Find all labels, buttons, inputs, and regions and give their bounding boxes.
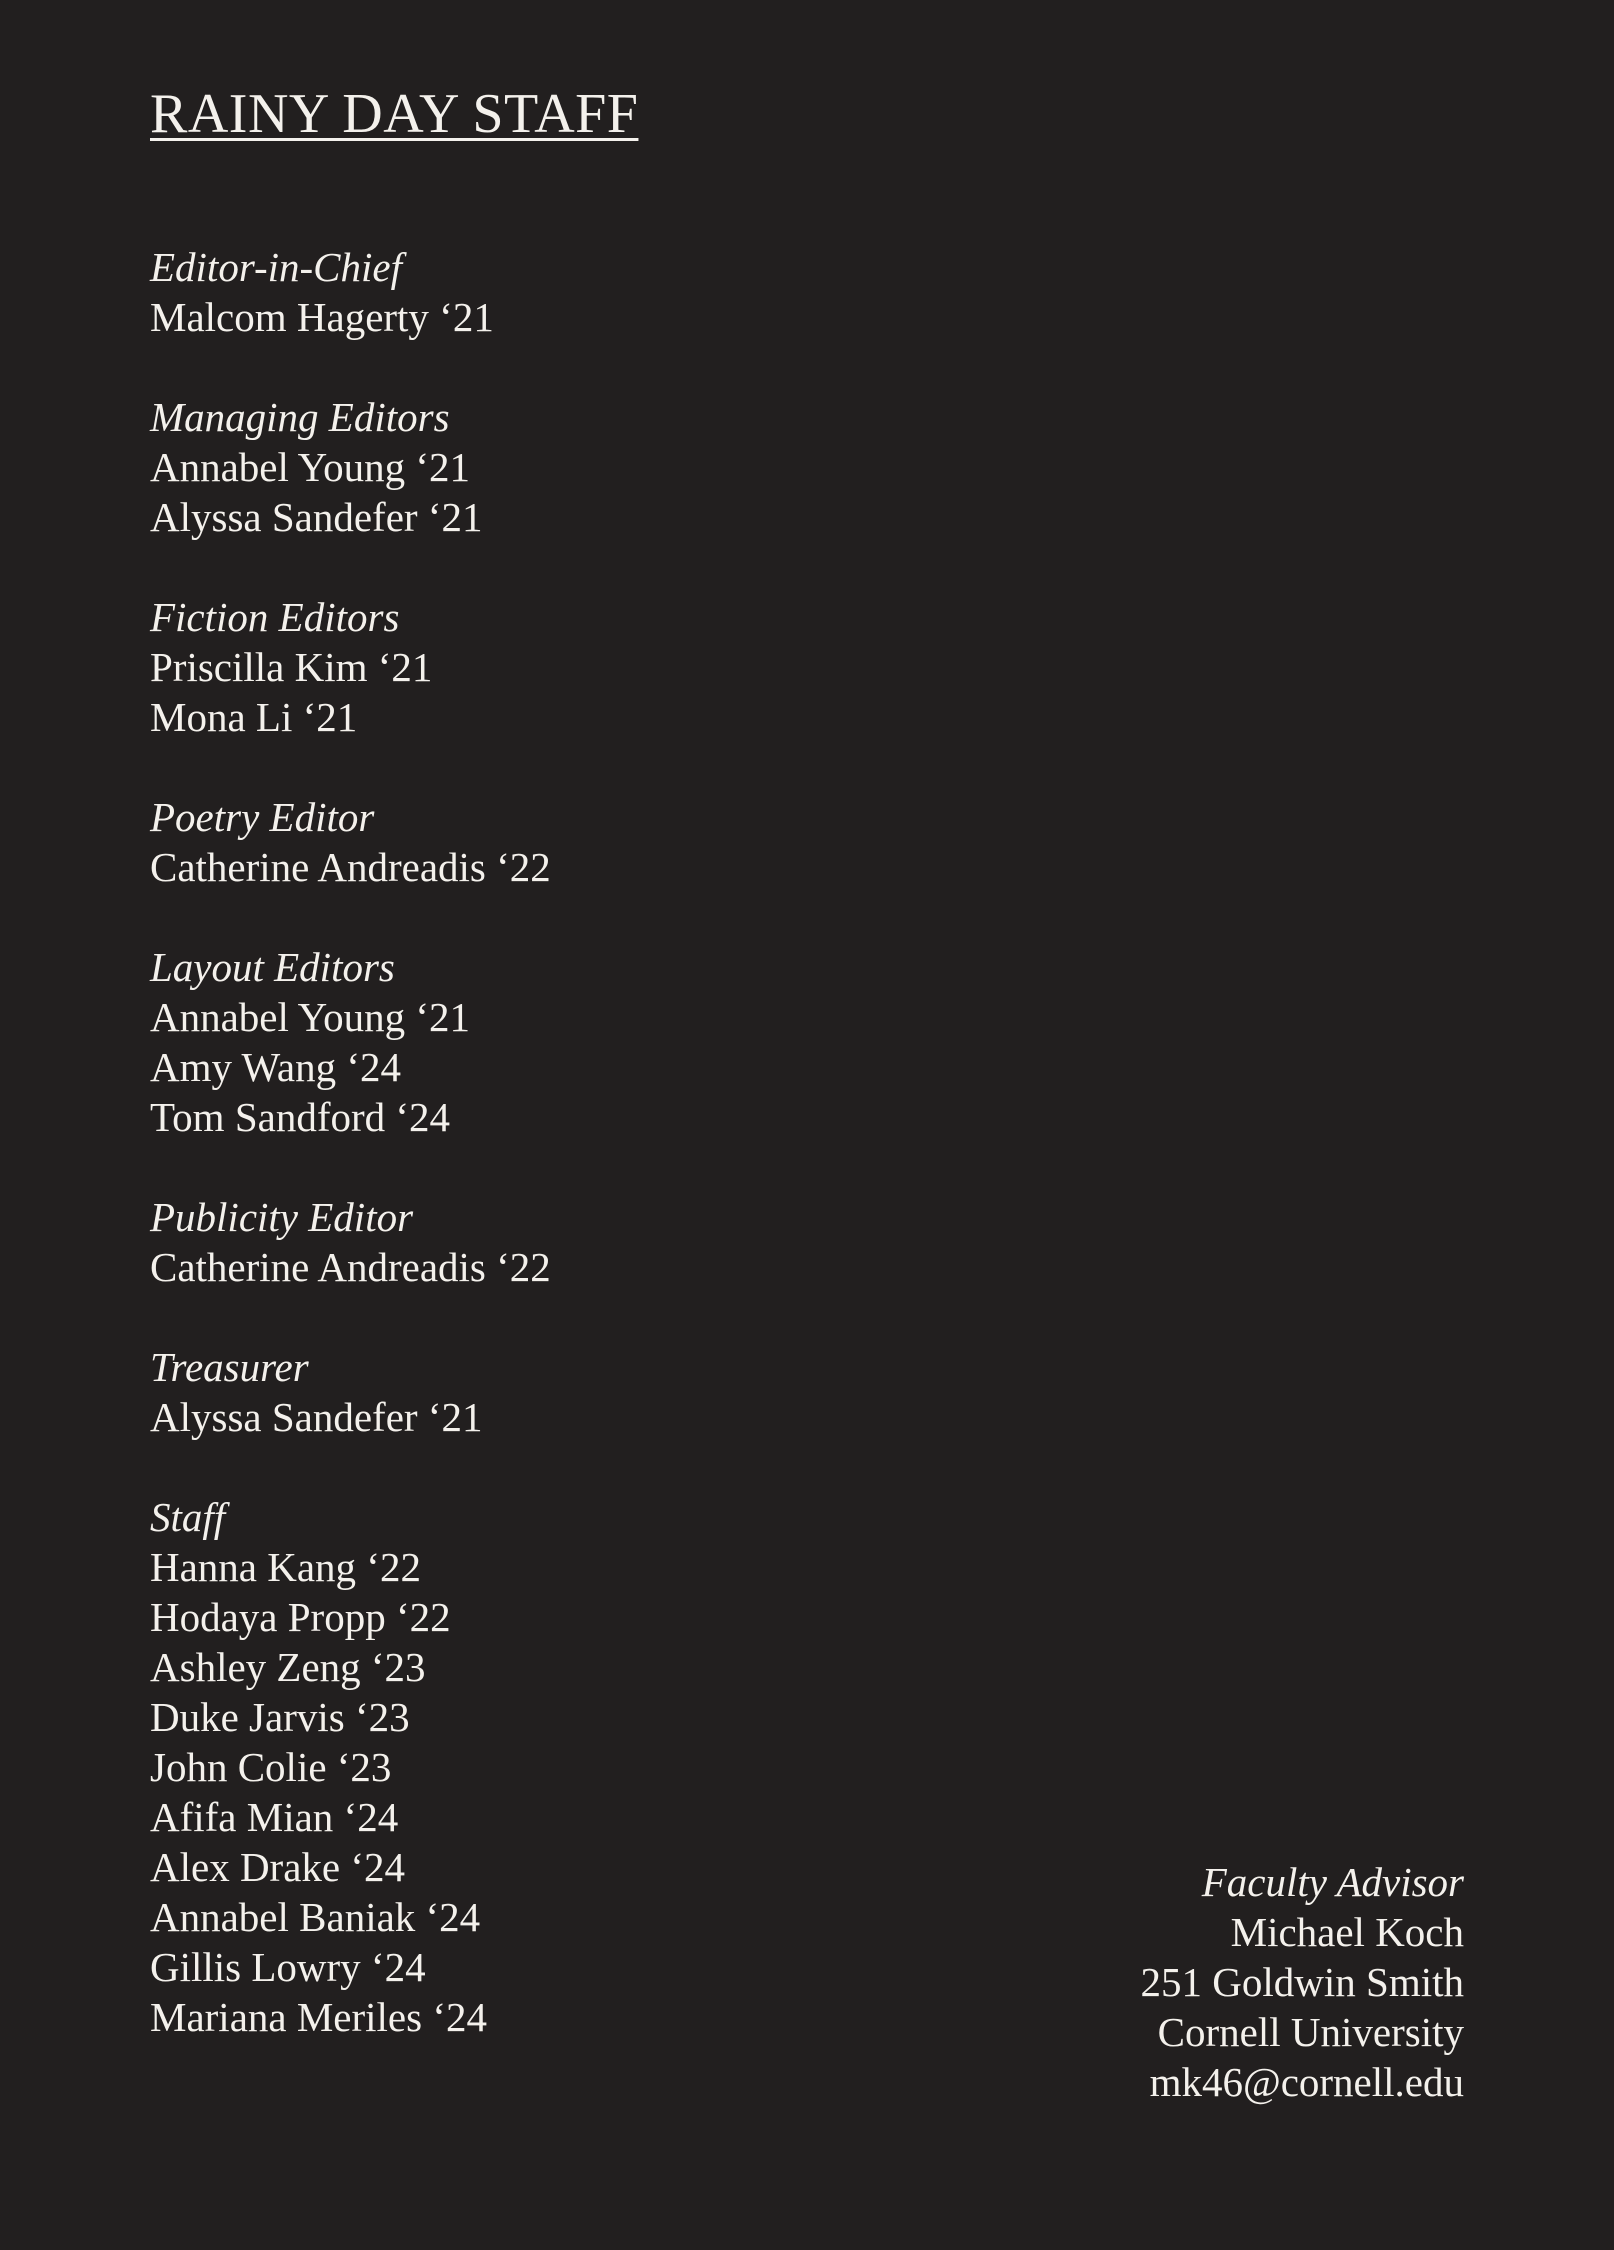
staff-name: Ashley Zeng ‘23 — [150, 1644, 426, 1690]
faculty-advisor-block — [1141, 1857, 1464, 2107]
advisor-name: Michael Koch — [1230, 1909, 1464, 1955]
staff-name: Annabel Young ‘21 — [150, 444, 471, 490]
staff-name: Hodaya Propp ‘22 — [150, 1594, 451, 1640]
staff-name: Tom Sandford ‘24 — [150, 1094, 451, 1140]
section-poetry-editor — [150, 792, 1050, 892]
section-layout-editors — [150, 942, 1050, 1142]
staff-name: Mariana Meriles ‘24 — [150, 1994, 487, 2040]
staff-name: Duke Jarvis ‘23 — [150, 1694, 410, 1740]
staff-list — [150, 242, 1050, 2092]
staff-name: Catherine Andreadis ‘22 — [150, 844, 551, 890]
staff-name: Alyssa Sandefer ‘21 — [150, 494, 483, 540]
staff-name: Annabel Baniak ‘24 — [150, 1894, 481, 1940]
staff-name: Gillis Lowry ‘24 — [150, 1944, 426, 1990]
advisor-office: 251 Goldwin Smith — [1140, 1959, 1464, 2005]
role-heading: Staff — [150, 1494, 226, 1540]
staff-name: Afifa Mian ‘24 — [150, 1794, 399, 1840]
staff-name: Mona Li ‘21 — [150, 694, 358, 740]
role-heading: Editor-in-Chief — [150, 244, 402, 290]
advisor-institution: Cornell University — [1157, 2009, 1464, 2055]
staff-name: Amy Wang ‘24 — [150, 1044, 402, 1090]
page-title: RAINY DAY STAFF — [150, 83, 639, 145]
section-staff — [150, 1492, 1050, 2042]
staff-name: John Colie ‘23 — [150, 1744, 392, 1790]
staff-name: Alyssa Sandefer ‘21 — [150, 1394, 483, 1440]
advisor-role-heading: Faculty Advisor — [1201, 1859, 1464, 1905]
staff-name: Hanna Kang ‘22 — [150, 1544, 421, 1590]
role-heading: Managing Editors — [150, 394, 450, 440]
section-fiction-editors — [150, 592, 1050, 742]
section-publicity-editor — [150, 1192, 1050, 1292]
role-heading: Poetry Editor — [150, 794, 375, 840]
role-heading: Treasurer — [150, 1344, 309, 1390]
section-managing-editors — [150, 392, 1050, 542]
role-heading: Publicity Editor — [150, 1194, 414, 1240]
advisor-email: mk46@cornell.edu — [1149, 2059, 1464, 2105]
role-heading: Layout Editors — [150, 944, 395, 990]
staff-name: Malcom Hagerty ‘21 — [150, 294, 494, 340]
role-heading: Fiction Editors — [150, 594, 400, 640]
staff-name: Catherine Andreadis ‘22 — [150, 1244, 551, 1290]
staff-name: Priscilla Kim ‘21 — [150, 644, 433, 690]
section-treasurer — [150, 1342, 1050, 1442]
staff-name: Annabel Young ‘21 — [150, 994, 471, 1040]
section-editor-in-chief — [150, 242, 1050, 342]
staff-name: Alex Drake ‘24 — [150, 1844, 406, 1890]
